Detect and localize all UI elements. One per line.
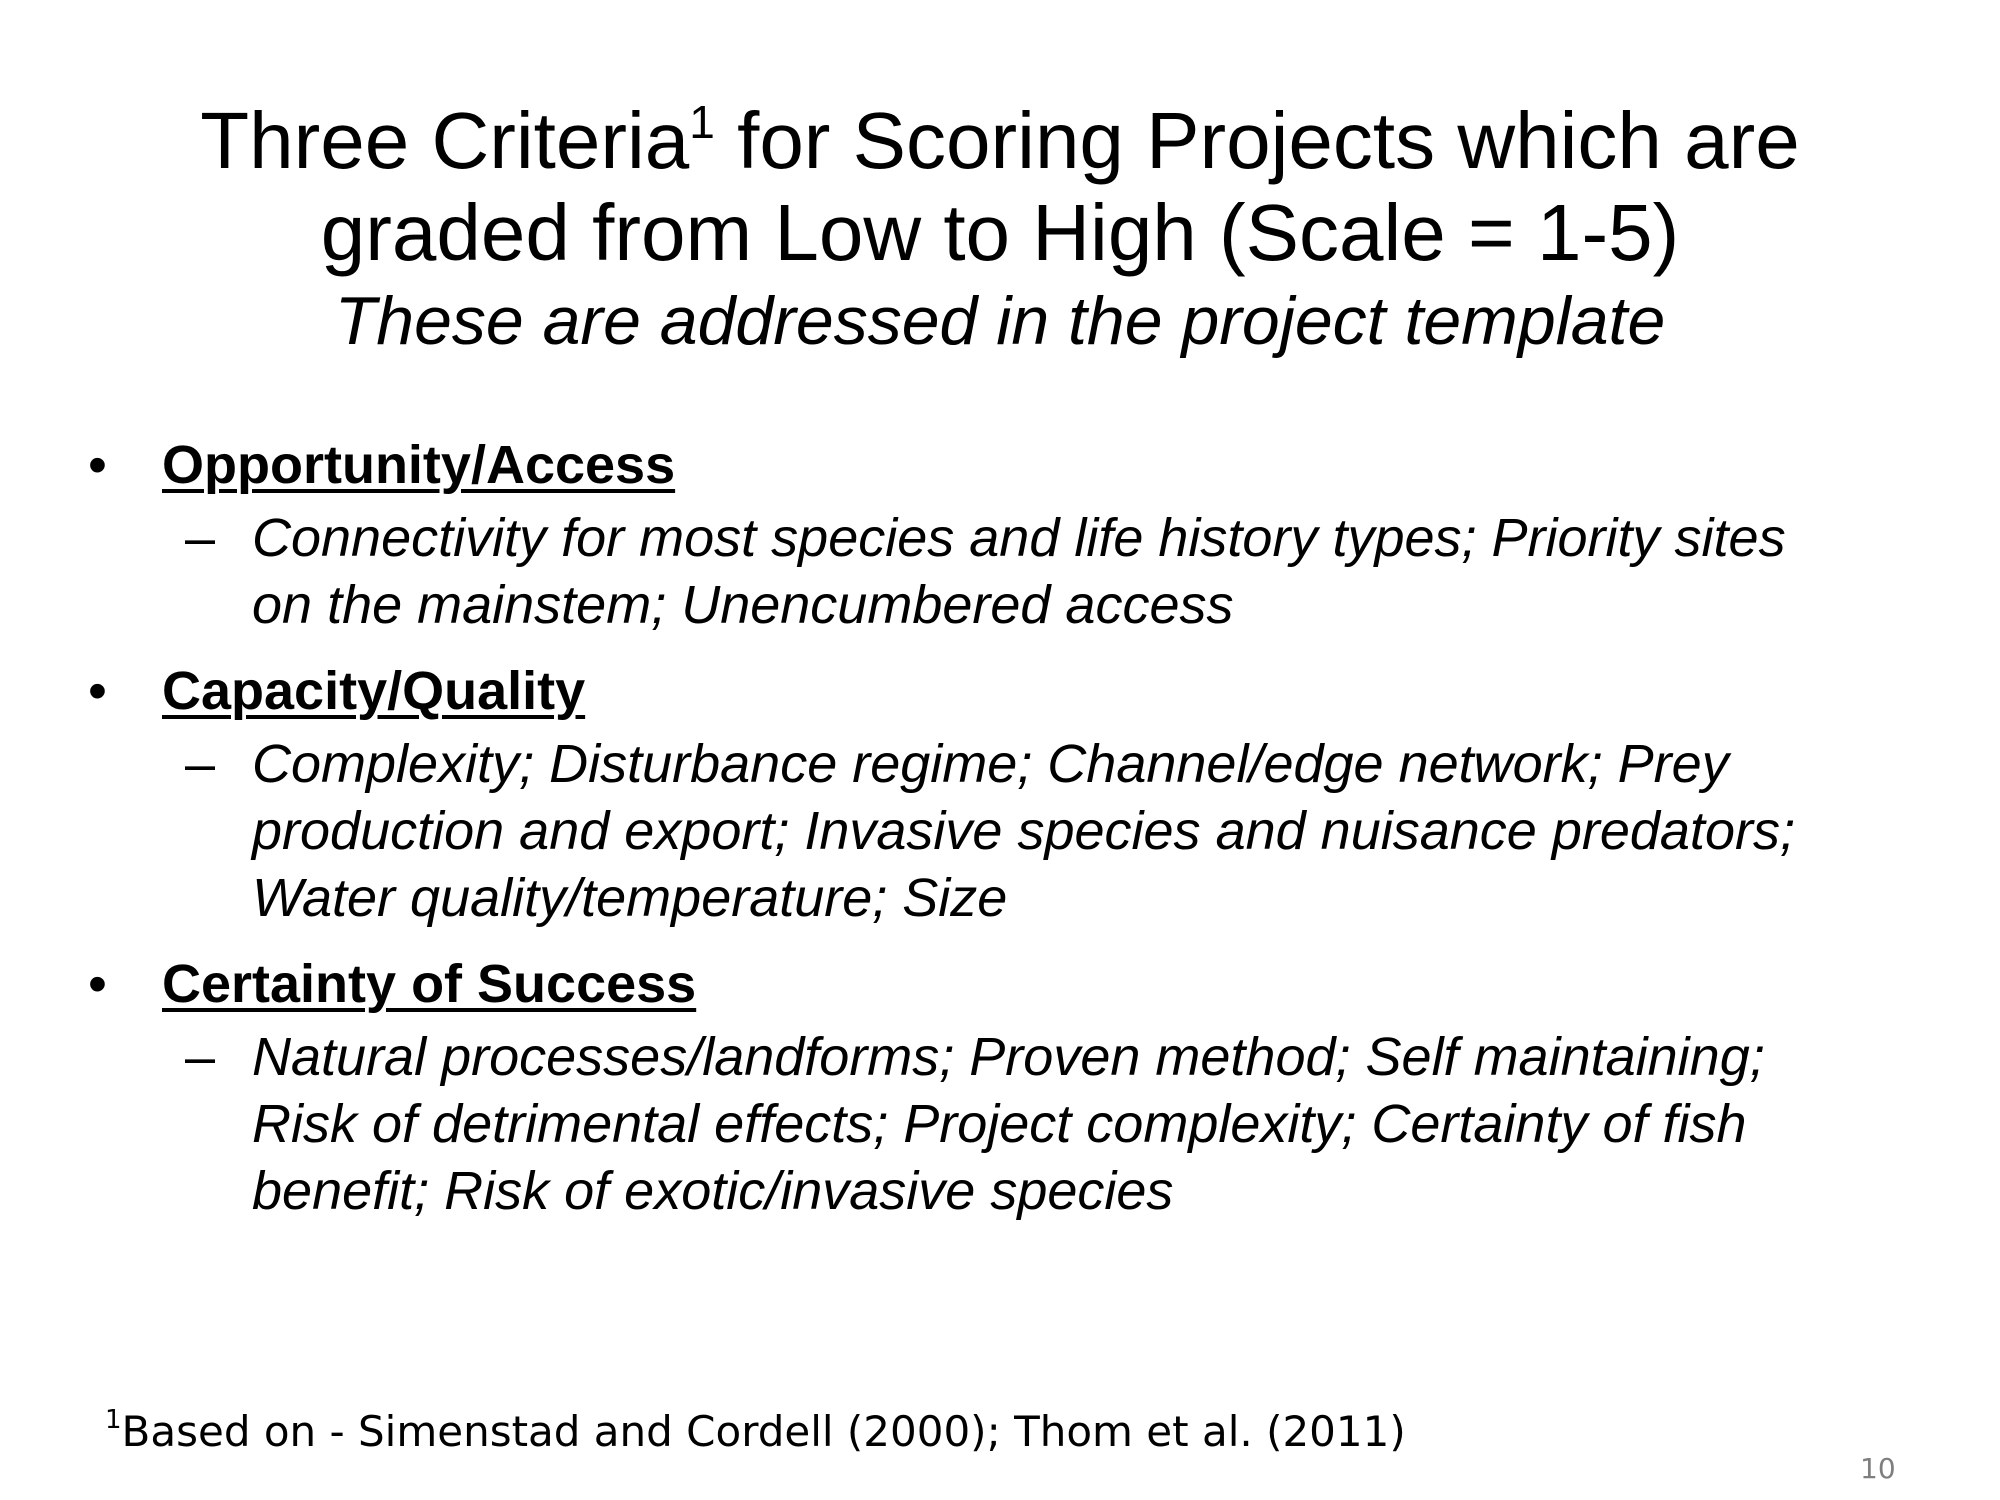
bullet-row bbox=[0, 944, 2000, 1024]
detail-line: benefit; Risk of exotic/invasive species bbox=[252, 1161, 1174, 1221]
footnote-marker: 1 bbox=[105, 1405, 122, 1435]
detail-line: Water quality/temperature; Size bbox=[252, 868, 1008, 928]
dash-icon: – bbox=[185, 734, 216, 794]
dash-icon: – bbox=[185, 1027, 216, 1087]
slide-subtitle: These are addressed in the project template bbox=[334, 283, 1666, 359]
slide-title bbox=[0, 95, 2000, 363]
criterion-detail-text bbox=[252, 1024, 1892, 1225]
criterion-detail-text bbox=[252, 505, 1892, 639]
detail-line: on the mainstem; Unencumbered access bbox=[252, 575, 1234, 635]
detail-line: Risk of detrimental effects; Project complexity; Certainty of fish bbox=[252, 1094, 1747, 1154]
footnote-text: Based on - Simenstad and Cordell (2000); Thom et al. (2011) bbox=[121, 1407, 1406, 1456]
criterion-certainty-of-success bbox=[0, 944, 2000, 1225]
detail-line: Complexity; Disturbance regime; Channel/edge network; Prey bbox=[252, 734, 1729, 794]
title-line-1-rest: for Scoring Projects which are bbox=[714, 96, 1800, 185]
criterion-capacity-quality bbox=[0, 651, 2000, 932]
criterion-heading: Opportunity/Access bbox=[162, 435, 676, 495]
title-footnote-marker: 1 bbox=[689, 96, 715, 148]
criterion-heading: Capacity/Quality bbox=[162, 661, 586, 721]
bullet-row bbox=[0, 425, 2000, 505]
criterion-detail bbox=[0, 1024, 2000, 1225]
detail-line: Connectivity for most species and life history types; Priority sites bbox=[252, 508, 1786, 568]
title-line-2: graded from Low to High (Scale = 1-5) bbox=[320, 188, 1680, 277]
title-line-1 bbox=[0, 95, 2000, 187]
bullet-row bbox=[0, 651, 2000, 731]
criteria-list bbox=[0, 425, 2000, 1237]
bullet-icon: • bbox=[88, 661, 107, 721]
detail-line: Natural processes/landforms; Proven method; Self maintaining; bbox=[252, 1027, 1765, 1087]
criterion-detail bbox=[0, 505, 2000, 639]
title-line-1-main: Three Criteria bbox=[200, 96, 690, 185]
detail-line: production and export; Invasive species and nuisance predators; bbox=[252, 801, 1795, 861]
criterion-opportunity-access bbox=[0, 425, 2000, 639]
footnote bbox=[105, 1404, 1406, 1460]
criterion-detail-text bbox=[252, 731, 1892, 932]
criterion-detail bbox=[0, 731, 2000, 932]
dash-icon: – bbox=[185, 508, 216, 568]
bullet-icon: • bbox=[88, 435, 107, 495]
bullet-icon: • bbox=[88, 954, 107, 1014]
page-number: 10 bbox=[1860, 1452, 1896, 1485]
criterion-heading: Certainty of Success bbox=[162, 954, 697, 1014]
